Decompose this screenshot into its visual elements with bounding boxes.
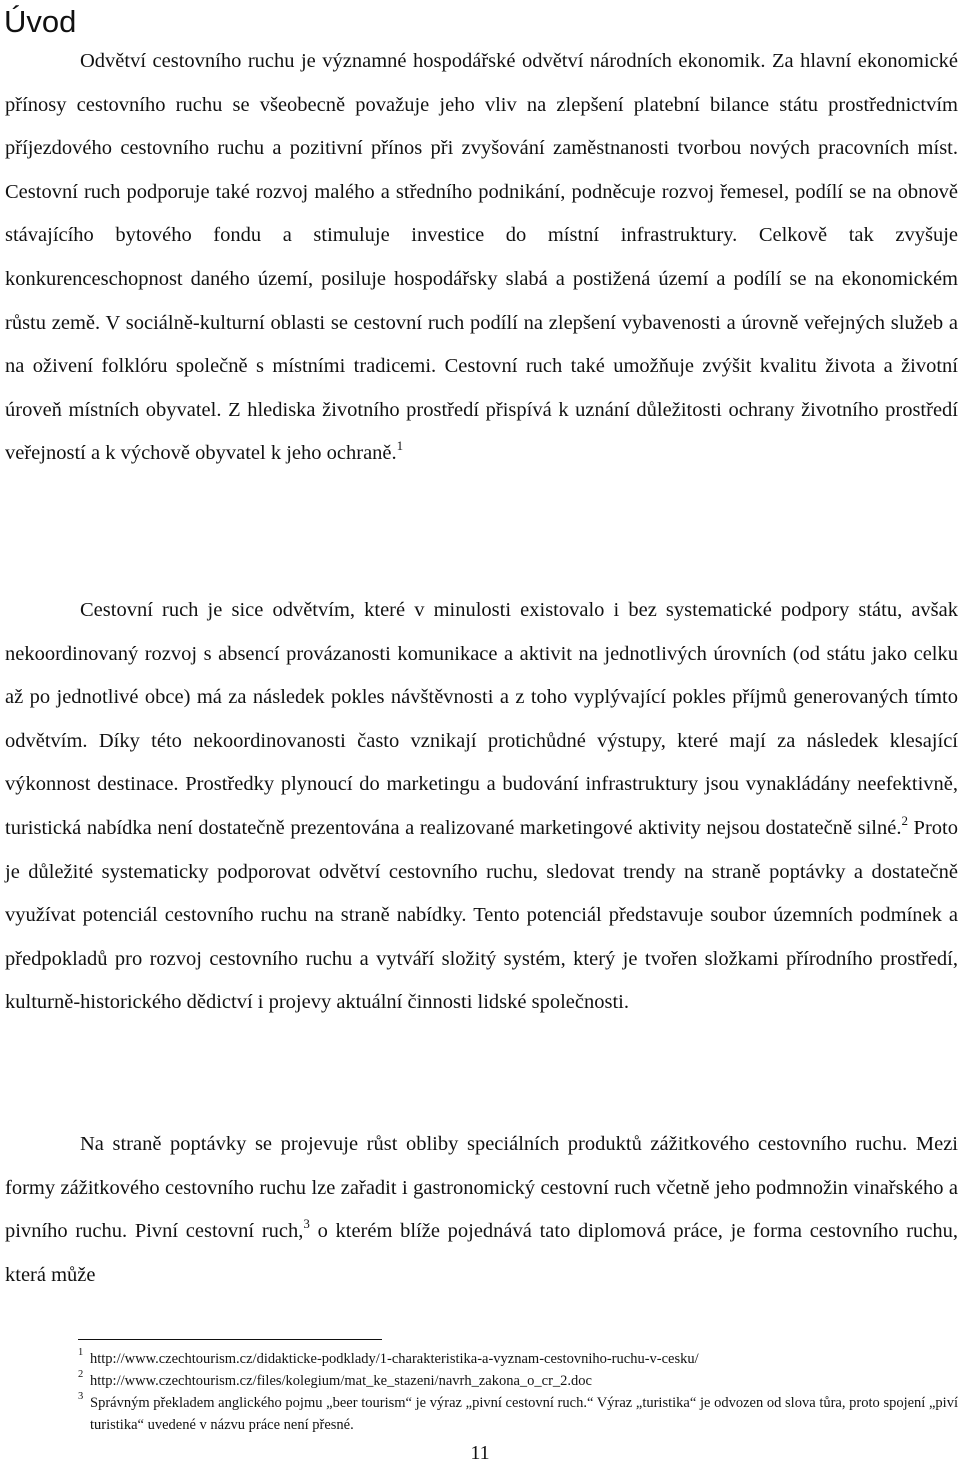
- footnote: [78, 1370, 958, 1392]
- paragraph-2-text-b: Proto je důležité systematicky podporovat odvětví cestovního ruchu, sledovat trendy na straně poptávky a dostatečně využívat potenciál cestovního ruchu na straně nabídky. Tento potenciál představuje soubor územních podmínek a předpokladů pro rozvoj cestovního ruchu a vytváří složitý systém, který je tvořen složkami přírodního prostředí, kulturně-historického dědictví i projevy aktuální činnosti lidské společnosti.: [5, 816, 958, 1014]
- paragraph-3-text-b: o kterém blíže pojednává tato diplomová práce, je forma cestovního ruchu, která může: [5, 1220, 959, 1286]
- footnote-number: 2: [78, 1369, 84, 1380]
- footnote-ref-3: 3: [303, 1216, 310, 1232]
- footnotes: [78, 1348, 958, 1436]
- footnote-link[interactable]: http://www.czechtourism.cz/didakticke-podklady/1-charakteristika-a-vyznam-cestovniho-ruchu-v-cesku/: [90, 1351, 699, 1367]
- footnote-link[interactable]: http://www.czechtourism.cz/files/kolegium/mat_ke_stazeni/navrh_zakona_o_cr_2.doc: [90, 1373, 592, 1389]
- footnote-number: 3: [78, 1391, 84, 1402]
- paragraph-3-text-a: Na straně poptávky se projevuje růst obliby speciálních produktů zážitkového cestovního ruchu. Mezi formy zážitkového cestovního ruchu lze zařadit i gastronomický cestovní ruch včetně jeho podmnožin vinařského a pivního ruchu. Pivní cestovní ruch,: [5, 1133, 958, 1243]
- footnote-ref-2: 2: [901, 812, 908, 828]
- paragraph-2: [5, 589, 958, 1025]
- paragraph-2-text-a: Cestovní ruch je sice odvětvím, které v minulosti existovalo i bez systematické podpory státu, avšak nekoordinovaný rozvoj s absencí provázanosti komunikace a aktivit na jednotlivých úrovních (od státu jako celku až po jednotlivé obce) má za následek pokles návštěvnosti a z toho vyplývající pokles příjmů generovaných tímto odvětvím. Díky této nekoordinovanosti často vznikají protichůdné výstupy, které mají za následek klesající výkonnost destinace. Prostředky plynoucí do marketingu a budování infrastruktury jsou vynakládány neefektivně, turistická nabídka není dostatečně prezentována a realizované marketingové aktivity nejsou dostatečně silné.: [5, 599, 958, 839]
- paragraph-1-text: Odvětví cestovního ruchu je významné hospodářské odvětví národních ekonomik. Za hlavní ekonomické přínosy cestovního ruchu se všeobecně považuje jeho vliv na zlepšení platební bilance státu prostřednictvím příjezdového cestovního ruchu a pozitivní přínos při zvyšování zaměstnanosti tvorbou nových pracovních míst. Cestovní ruch podporuje také rozvoj malého a středního podnikání, podněcuje rozvoj řemesel, podílí se na obnově stávajícího bytového fondu a stimuluje investice do místní infrastruktury. Celkově tak zvyšuje konkurenceschopnost daného území, posiluje hospodářsky slabá a postižená území a podílí se na ekonomickém růstu země. V sociálně-kulturní oblasti se cestovní ruch podílí na zlepšení vybavenosti a úrovně veřejných služeb a na oživení folklóru společně s místními tradicemi. Cestovní ruch také umožňuje zvýšit kvalitu života a životní úroveň místních obyvatel. Z hlediska životního prostředí přispívá k uznání důležitosti ochrany životního prostředí veřejností a k výchově obyvatel k jeho ochraně.: [5, 50, 958, 465]
- footnote: [78, 1392, 958, 1436]
- section-heading: Úvod: [4, 4, 77, 39]
- footnote-ref-1: 1: [396, 438, 404, 454]
- footnote-separator: [78, 1339, 382, 1340]
- footnote: [78, 1348, 958, 1370]
- paragraph-1: [5, 40, 958, 476]
- footnote-text: Správným překladem anglického pojmu „beer tourism“ je výraz „pivní cestovní ruch.“ Výraz „turistika“ je odvozen od slova tůra, proto spojení „piví turistika“ uvedené v názvu práce není přesné.: [90, 1395, 958, 1433]
- page-number: 11: [470, 1442, 490, 1464]
- paragraph-3: [5, 1123, 958, 1297]
- footnote-number: 1: [78, 1347, 84, 1358]
